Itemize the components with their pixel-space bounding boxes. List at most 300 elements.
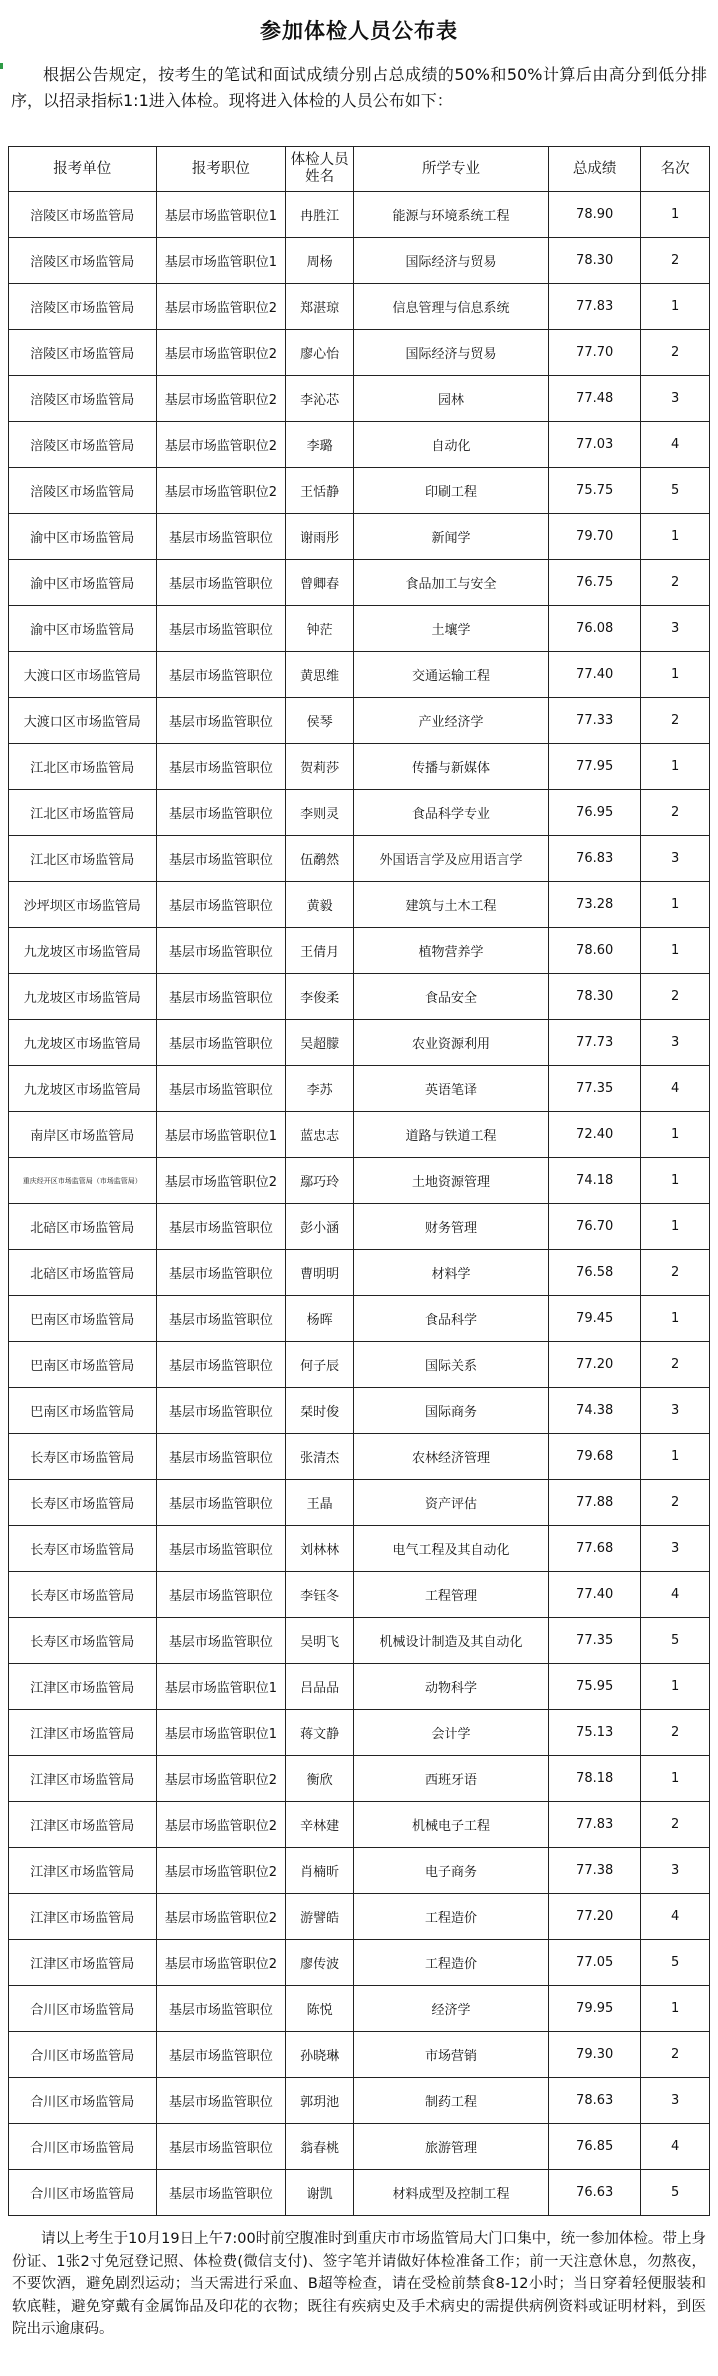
name-cell: 黄毅	[286, 882, 354, 928]
unit-cell: 涪陵区市场监管局	[9, 468, 157, 514]
name-cell: 吕品品	[286, 1664, 354, 1710]
table-row	[9, 2078, 710, 2124]
position-cell: 基层市场监管职位1	[156, 192, 286, 238]
score-cell: 79.95	[549, 1986, 641, 2032]
footer-notice: 请以上考生于10月19日上午7:00时前空腹准时到重庆市市场监管局大门口集中，统一参加体检。带上身份证、1张2寸免冠登记照、体检费(微信支付)、签字笔并请做好体检准备工作；前一天注意休息，勿熬夜，不要饮酒，避免剧烈运动；当天需进行采血、B超等检查，请在受检前禁食8-12小时；当日穿着轻便服装和软底鞋，避免穿戴有金属饰品及印花的衣物；既往有疾病史及手术病史的需提供病例资料或证明材料，到医院出示逾康码。	[12, 2231, 706, 2337]
table-row	[9, 284, 710, 330]
position-cell: 基层市场监管职位	[156, 1434, 286, 1480]
position-cell: 基层市场监管职位	[156, 1388, 286, 1434]
name-cell: 王倩月	[286, 928, 354, 974]
intro-paragraph: 根据公告规定，按考生的笔试和面试成绩分别占总成绩的50%和50%计算后由高分到低分排序，以招录指标1:1进入体检。现将进入体检的人员公布如下：	[11, 65, 707, 110]
score-cell: 78.30	[549, 974, 641, 1020]
header-rank: 名次	[641, 147, 710, 192]
position-cell: 基层市场监管职位2	[156, 330, 286, 376]
name-cell: 周杨	[286, 238, 354, 284]
position-cell: 基层市场监管职位	[156, 606, 286, 652]
position-cell: 基层市场监管职位	[156, 1204, 286, 1250]
name-cell: 郭玥池	[286, 2078, 354, 2124]
rank-cell: 2	[641, 238, 710, 284]
major-cell: 会计学	[353, 1710, 548, 1756]
rank-cell: 1	[641, 1756, 710, 1802]
name-cell: 廖传波	[286, 1940, 354, 1986]
major-cell: 建筑与土木工程	[353, 882, 548, 928]
name-cell: 曾卿春	[286, 560, 354, 606]
score-cell: 76.70	[549, 1204, 641, 1250]
position-cell: 基层市场监管职位2	[156, 422, 286, 468]
position-cell: 基层市场监管职位1	[156, 238, 286, 284]
unit-cell: 江津区市场监管局	[9, 1756, 157, 1802]
score-cell: 78.60	[549, 928, 641, 974]
unit-cell: 巴南区市场监管局	[9, 1388, 157, 1434]
score-cell: 77.33	[549, 698, 641, 744]
name-cell: 谢凯	[286, 2170, 354, 2216]
rank-cell: 2	[641, 330, 710, 376]
unit-cell: 渝中区市场监管局	[9, 560, 157, 606]
major-cell: 新闻学	[353, 514, 548, 560]
name-cell: 伍鹬然	[286, 836, 354, 882]
position-cell: 基层市场监管职位	[156, 2032, 286, 2078]
score-cell: 74.38	[549, 1388, 641, 1434]
score-cell: 76.63	[549, 2170, 641, 2216]
table-row	[9, 2170, 710, 2216]
score-cell: 76.95	[549, 790, 641, 836]
major-cell: 电子商务	[353, 1848, 548, 1894]
rank-cell: 3	[641, 1848, 710, 1894]
position-cell: 基层市场监管职位	[156, 698, 286, 744]
name-cell: 黄思维	[286, 652, 354, 698]
unit-cell: 合川区市场监管局	[9, 2032, 157, 2078]
major-cell: 食品加工与安全	[353, 560, 548, 606]
table-row	[9, 1618, 710, 1664]
rank-cell: 1	[641, 1986, 710, 2032]
position-cell: 基层市场监管职位	[156, 560, 286, 606]
rank-cell: 4	[641, 1066, 710, 1112]
table-row	[9, 238, 710, 284]
major-cell: 西班牙语	[353, 1756, 548, 1802]
name-cell: 辛林建	[286, 1802, 354, 1848]
score-cell: 77.68	[549, 1526, 641, 1572]
name-cell: 谢雨彤	[286, 514, 354, 560]
rank-cell: 3	[641, 2078, 710, 2124]
name-cell: 侯琴	[286, 698, 354, 744]
position-cell: 基层市场监管职位1	[156, 1112, 286, 1158]
rank-cell: 1	[641, 744, 710, 790]
unit-cell: 大渡口区市场监管局	[9, 652, 157, 698]
rank-cell: 2	[641, 1710, 710, 1756]
name-cell: 蓝忠志	[286, 1112, 354, 1158]
name-cell: 冉胜江	[286, 192, 354, 238]
unit-cell: 北碚区市场监管局	[9, 1204, 157, 1250]
major-cell: 农林经济管理	[353, 1434, 548, 1480]
position-cell: 基层市场监管职位	[156, 1526, 286, 1572]
rank-cell: 1	[641, 514, 710, 560]
position-cell: 基层市场监管职位	[156, 1250, 286, 1296]
table-row	[9, 1434, 710, 1480]
rank-cell: 1	[641, 1112, 710, 1158]
name-cell: 杨晖	[286, 1296, 354, 1342]
score-cell: 74.18	[549, 1158, 641, 1204]
score-cell: 77.35	[549, 1618, 641, 1664]
major-cell: 工程造价	[353, 1940, 548, 1986]
name-cell: 蒋文静	[286, 1710, 354, 1756]
score-cell: 77.20	[549, 1342, 641, 1388]
score-cell: 77.73	[549, 1020, 641, 1066]
position-cell: 基层市场监管职位	[156, 2078, 286, 2124]
position-cell: 基层市场监管职位	[156, 652, 286, 698]
table-row	[9, 790, 710, 836]
name-cell: 栞时俊	[286, 1388, 354, 1434]
name-cell: 翁春桃	[286, 2124, 354, 2170]
name-cell: 李钰冬	[286, 1572, 354, 1618]
rank-cell: 1	[641, 652, 710, 698]
header-score: 总成绩	[549, 147, 641, 192]
name-cell: 游譬皓	[286, 1894, 354, 1940]
unit-cell: 渝中区市场监管局	[9, 514, 157, 560]
table-row	[9, 376, 710, 422]
table-row	[9, 1664, 710, 1710]
score-cell: 79.45	[549, 1296, 641, 1342]
unit-cell: 合川区市场监管局	[9, 1986, 157, 2032]
table-row	[9, 1066, 710, 1112]
score-cell: 77.83	[549, 284, 641, 330]
rank-cell: 4	[641, 1572, 710, 1618]
position-cell: 基层市场监管职位	[156, 790, 286, 836]
major-cell: 国际商务	[353, 1388, 548, 1434]
unit-cell: 长寿区市场监管局	[9, 1526, 157, 1572]
score-cell: 77.88	[549, 1480, 641, 1526]
name-cell: 李俊柔	[286, 974, 354, 1020]
unit-cell: 大渡口区市场监管局	[9, 698, 157, 744]
major-cell: 资产评估	[353, 1480, 548, 1526]
major-cell: 工程造价	[353, 1894, 548, 1940]
table-row	[9, 974, 710, 1020]
table-row	[9, 192, 710, 238]
unit-cell: 九龙坡区市场监管局	[9, 974, 157, 1020]
name-cell: 王恬静	[286, 468, 354, 514]
major-cell: 工程管理	[353, 1572, 548, 1618]
unit-cell: 沙坪坝区市场监管局	[9, 882, 157, 928]
position-cell: 基层市场监管职位	[156, 836, 286, 882]
rank-cell: 4	[641, 1894, 710, 1940]
table-row	[9, 1986, 710, 2032]
position-cell: 基层市场监管职位2	[156, 1940, 286, 1986]
unit-cell: 江津区市场监管局	[9, 1664, 157, 1710]
position-cell: 基层市场监管职位2	[156, 468, 286, 514]
name-cell: 郑湛琼	[286, 284, 354, 330]
unit-cell: 涪陵区市场监管局	[9, 284, 157, 330]
table-row	[9, 698, 710, 744]
unit-cell: 涪陵区市场监管局	[9, 376, 157, 422]
score-cell: 77.40	[549, 652, 641, 698]
major-cell: 旅游管理	[353, 2124, 548, 2170]
score-cell: 77.83	[549, 1802, 641, 1848]
major-cell: 电气工程及其自动化	[353, 1526, 548, 1572]
score-cell: 76.75	[549, 560, 641, 606]
major-cell: 土壤学	[353, 606, 548, 652]
score-cell: 77.03	[549, 422, 641, 468]
page-title: 参加体检人员公布表	[260, 19, 458, 43]
major-cell: 道路与铁道工程	[353, 1112, 548, 1158]
name-cell: 孙晓琳	[286, 2032, 354, 2078]
table-row	[9, 928, 710, 974]
table-row	[9, 1250, 710, 1296]
unit-cell: 合川区市场监管局	[9, 2170, 157, 2216]
unit-cell: 江津区市场监管局	[9, 1802, 157, 1848]
rank-cell: 2	[641, 1802, 710, 1848]
major-cell: 食品科学专业	[353, 790, 548, 836]
rank-cell: 1	[641, 192, 710, 238]
position-cell: 基层市场监管职位	[156, 1020, 286, 1066]
score-cell: 77.70	[549, 330, 641, 376]
score-cell: 76.58	[549, 1250, 641, 1296]
unit-cell: 长寿区市场监管局	[9, 1480, 157, 1526]
corner-marker	[0, 63, 3, 69]
rank-cell: 1	[641, 1664, 710, 1710]
unit-cell: 南岸区市场监管局	[9, 1112, 157, 1158]
score-cell: 73.28	[549, 882, 641, 928]
position-cell: 基层市场监管职位2	[156, 376, 286, 422]
position-cell: 基层市场监管职位	[156, 744, 286, 790]
unit-cell: 涪陵区市场监管局	[9, 330, 157, 376]
major-cell: 植物营养学	[353, 928, 548, 974]
rank-cell: 3	[641, 836, 710, 882]
major-cell: 市场营销	[353, 2032, 548, 2078]
table-row	[9, 1296, 710, 1342]
rank-cell: 2	[641, 560, 710, 606]
unit-cell: 江北区市场监管局	[9, 790, 157, 836]
position-cell: 基层市场监管职位2	[156, 1802, 286, 1848]
table-row	[9, 882, 710, 928]
major-cell: 食品科学	[353, 1296, 548, 1342]
position-cell: 基层市场监管职位1	[156, 1710, 286, 1756]
major-cell: 能源与环境系统工程	[353, 192, 548, 238]
unit-cell: 江北区市场监管局	[9, 836, 157, 882]
position-cell: 基层市场监管职位2	[156, 1848, 286, 1894]
rank-cell: 1	[641, 1434, 710, 1480]
table-row	[9, 652, 710, 698]
major-cell: 国际经济与贸易	[353, 330, 548, 376]
table-row	[9, 1204, 710, 1250]
table-row	[9, 1020, 710, 1066]
table-row	[9, 1388, 710, 1434]
name-cell: 陈悦	[286, 1986, 354, 2032]
score-cell: 77.40	[549, 1572, 641, 1618]
unit-cell: 巴南区市场监管局	[9, 1296, 157, 1342]
unit-cell: 涪陵区市场监管局	[9, 192, 157, 238]
results-table	[8, 146, 710, 2216]
rank-cell: 4	[641, 422, 710, 468]
score-cell: 77.48	[549, 376, 641, 422]
header-major: 所学专业	[353, 147, 548, 192]
position-cell: 基层市场监管职位	[156, 2170, 286, 2216]
position-cell: 基层市场监管职位	[156, 928, 286, 974]
name-cell: 贺莉莎	[286, 744, 354, 790]
unit-cell: 长寿区市场监管局	[9, 1572, 157, 1618]
table-row	[9, 1710, 710, 1756]
position-cell: 基层市场监管职位	[156, 514, 286, 560]
major-cell: 自动化	[353, 422, 548, 468]
score-cell: 75.95	[549, 1664, 641, 1710]
rank-cell: 2	[641, 974, 710, 1020]
table-row	[9, 1940, 710, 1986]
name-cell: 吴超朦	[286, 1020, 354, 1066]
unit-cell: 江北区市场监管局	[9, 744, 157, 790]
score-cell: 79.68	[549, 1434, 641, 1480]
major-cell: 信息管理与信息系统	[353, 284, 548, 330]
table-row	[9, 744, 710, 790]
major-cell: 印刷工程	[353, 468, 548, 514]
table-row	[9, 468, 710, 514]
unit-cell: 涪陵区市场监管局	[9, 238, 157, 284]
table-row	[9, 1848, 710, 1894]
name-cell: 彭小涵	[286, 1204, 354, 1250]
table-row	[9, 1894, 710, 1940]
position-cell: 基层市场监管职位	[156, 2124, 286, 2170]
table-row	[9, 1526, 710, 1572]
score-cell: 79.70	[549, 514, 641, 560]
table-row	[9, 1802, 710, 1848]
table-row	[9, 560, 710, 606]
name-cell: 鄢巧玲	[286, 1158, 354, 1204]
rank-cell: 3	[641, 376, 710, 422]
unit-cell: 长寿区市场监管局	[9, 1434, 157, 1480]
table-row	[9, 2124, 710, 2170]
name-cell: 肖楠昕	[286, 1848, 354, 1894]
major-cell: 园林	[353, 376, 548, 422]
table-row	[9, 330, 710, 376]
score-cell: 76.85	[549, 2124, 641, 2170]
position-cell: 基层市场监管职位	[156, 1342, 286, 1388]
major-cell: 外国语言学及应用语言学	[353, 836, 548, 882]
score-cell: 77.95	[549, 744, 641, 790]
score-cell: 75.13	[549, 1710, 641, 1756]
unit-cell: 江津区市场监管局	[9, 1894, 157, 1940]
major-cell: 机械设计制造及其自动化	[353, 1618, 548, 1664]
rank-cell: 5	[641, 2170, 710, 2216]
major-cell: 传播与新媒体	[353, 744, 548, 790]
table-row	[9, 1112, 710, 1158]
position-cell: 基层市场监管职位2	[156, 1894, 286, 1940]
unit-cell: 江津区市场监管局	[9, 1710, 157, 1756]
name-cell: 王晶	[286, 1480, 354, 1526]
major-cell: 动物科学	[353, 1664, 548, 1710]
position-cell: 基层市场监管职位	[156, 1066, 286, 1112]
major-cell: 机械电子工程	[353, 1802, 548, 1848]
table-row	[9, 1158, 710, 1204]
table-body	[9, 192, 710, 2216]
score-cell: 75.75	[549, 468, 641, 514]
name-cell: 张清杰	[286, 1434, 354, 1480]
major-cell: 食品安全	[353, 974, 548, 1020]
major-cell: 交通运输工程	[353, 652, 548, 698]
name-cell: 曹明明	[286, 1250, 354, 1296]
name-cell: 李璐	[286, 422, 354, 468]
rank-cell: 2	[641, 1342, 710, 1388]
name-cell: 李苏	[286, 1066, 354, 1112]
name-cell: 李沁芯	[286, 376, 354, 422]
table-row	[9, 606, 710, 652]
table-row	[9, 1342, 710, 1388]
unit-cell: 长寿区市场监管局	[9, 1618, 157, 1664]
table-row	[9, 422, 710, 468]
header-position: 报考职位	[156, 147, 286, 192]
score-cell: 72.40	[549, 1112, 641, 1158]
major-cell: 国际关系	[353, 1342, 548, 1388]
score-cell: 77.20	[549, 1894, 641, 1940]
rank-cell: 1	[641, 882, 710, 928]
rank-cell: 1	[641, 1296, 710, 1342]
major-cell: 材料学	[353, 1250, 548, 1296]
unit-cell: 九龙坡区市场监管局	[9, 1066, 157, 1112]
unit-cell: 北碚区市场监管局	[9, 1250, 157, 1296]
name-cell: 钟茫	[286, 606, 354, 652]
major-cell: 材料成型及控制工程	[353, 2170, 548, 2216]
rank-cell: 1	[641, 1204, 710, 1250]
rank-cell: 1	[641, 1158, 710, 1204]
unit-cell: 合川区市场监管局	[9, 2124, 157, 2170]
position-cell: 基层市场监管职位	[156, 882, 286, 928]
position-cell: 基层市场监管职位	[156, 1480, 286, 1526]
score-cell: 78.18	[549, 1756, 641, 1802]
table-header-row	[9, 147, 710, 192]
rank-cell: 5	[641, 468, 710, 514]
table-row	[9, 836, 710, 882]
unit-cell: 江津区市场监管局	[9, 1940, 157, 1986]
position-cell: 基层市场监管职位	[156, 1296, 286, 1342]
major-cell: 产业经济学	[353, 698, 548, 744]
position-cell: 基层市场监管职位	[156, 1618, 286, 1664]
major-cell: 财务管理	[353, 1204, 548, 1250]
rank-cell: 4	[641, 2124, 710, 2170]
rank-cell: 2	[641, 1250, 710, 1296]
rank-cell: 2	[641, 1480, 710, 1526]
name-cell: 廖心怡	[286, 330, 354, 376]
unit-cell: 巴南区市场监管局	[9, 1342, 157, 1388]
table-row	[9, 1756, 710, 1802]
major-cell: 国际经济与贸易	[353, 238, 548, 284]
name-cell: 李则灵	[286, 790, 354, 836]
header-unit: 报考单位	[9, 147, 157, 192]
score-cell: 78.63	[549, 2078, 641, 2124]
rank-cell: 3	[641, 1526, 710, 1572]
major-cell: 制药工程	[353, 2078, 548, 2124]
rank-cell: 2	[641, 2032, 710, 2078]
rank-cell: 2	[641, 698, 710, 744]
major-cell: 经济学	[353, 1986, 548, 2032]
score-cell: 76.08	[549, 606, 641, 652]
score-cell: 77.38	[549, 1848, 641, 1894]
rank-cell: 2	[641, 790, 710, 836]
rank-cell: 5	[641, 1940, 710, 1986]
unit-cell: 涪陵区市场监管局	[9, 422, 157, 468]
position-cell: 基层市场监管职位2	[156, 1158, 286, 1204]
name-cell: 何子辰	[286, 1342, 354, 1388]
name-cell: 刘林林	[286, 1526, 354, 1572]
table-row	[9, 1572, 710, 1618]
rank-cell: 3	[641, 1388, 710, 1434]
major-cell: 土地资源管理	[353, 1158, 548, 1204]
position-cell: 基层市场监管职位2	[156, 1756, 286, 1802]
rank-cell: 1	[641, 284, 710, 330]
score-cell: 79.30	[549, 2032, 641, 2078]
score-cell: 77.35	[549, 1066, 641, 1112]
score-cell: 77.05	[549, 1940, 641, 1986]
name-cell: 衡欣	[286, 1756, 354, 1802]
major-cell: 英语笔译	[353, 1066, 548, 1112]
position-cell: 基层市场监管职位1	[156, 1664, 286, 1710]
position-cell: 基层市场监管职位	[156, 1572, 286, 1618]
score-cell: 78.90	[549, 192, 641, 238]
